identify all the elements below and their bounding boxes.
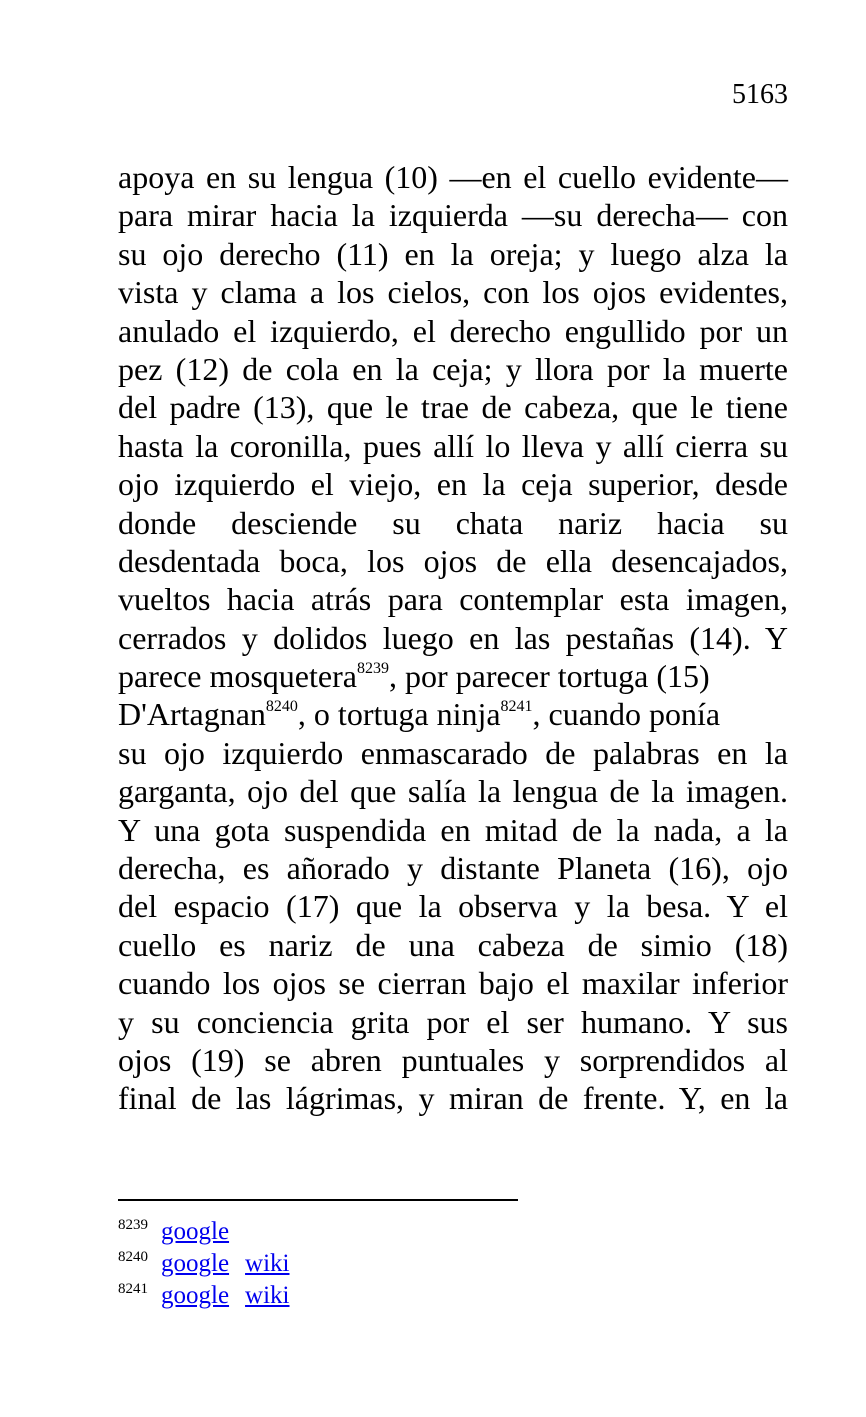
text-line: donde desciende su chata nariz hacia su [118,504,788,541]
text-line: su ojo izquierdo enmascarado de palabras en la [118,734,788,771]
page-number: 5163 [732,79,788,110]
text-line: apoya en su lengua (10) —en el cuello evidente— [118,159,788,195]
text-line: cerrados y dolidos luego en las pestañas (14). Y [118,619,788,656]
google-link[interactable]: google [161,1218,230,1245]
wiki-link[interactable]: wiki [245,1250,290,1277]
footnote-item: 8241 google wiki [118,1281,290,1309]
text-line: desdentada boca, los ojos de ella desencajados, [118,542,788,579]
text-line [118,657,788,695]
text-line: hasta la coronilla, pues allí lo lleva y allí cierra su [118,427,788,464]
text-line: ojo izquierdo el viejo, en la ceja superior, desde [118,466,788,503]
text-run: parece mosquetera [118,658,357,695]
footnote-separator [118,1199,518,1201]
footnotes [118,1216,306,1312]
text-run: , cuando ponía [532,696,721,733]
text-line: y su conciencia grita por el ser humano. Y sus [118,1003,788,1040]
google-link[interactable]: google [161,1250,230,1277]
text-line: del padre (13), que le trae de cabeza, que le tiene [118,389,788,426]
text-run: , o tortuga ninja [297,696,501,733]
text-line: ojos (19) se abren puntuales y sorprendidos al [118,1041,788,1078]
google-link[interactable]: google [161,1282,230,1309]
text-line [118,695,788,733]
text-line: garganta, ojo del que salía la lengua de la imagen. [118,773,788,810]
text-run: , por parecer tortuga (15) [388,658,710,695]
text-line: final de las lágrimas, y miran de frente. Y, en la [118,1080,788,1117]
text-line: su ojo derecho (11) en la oreja; y luego alza la [118,235,788,272]
text-line: para mirar hacia la izquierda —su derecha— con [118,197,788,234]
footnote-item: 8240 google wiki [118,1249,290,1277]
footnote-ref[interactable]: 8239 [356,660,389,678]
footnote-ref[interactable]: 8241 [500,698,533,716]
footnote-item: 8239 google [118,1217,230,1245]
text-line: cuando los ojos se cierran bajo el maxilar inferior [118,965,788,1002]
text-line: vueltos hacia atrás para contemplar esta imagen, [118,581,788,618]
text-line: anulado el izquierdo, el derecho engullido por un [118,312,788,349]
text-run: D'Artagnan [118,696,266,733]
text-line: vista y clama a los cielos, con los ojos evidentes, [118,274,788,311]
body-text [118,158,788,1118]
text-line: derecha, es añorado y distante Planeta (16), ojo [118,850,788,887]
text-line: Y una gota suspendida en mitad de la nada, a la [118,811,788,848]
text-line: del espacio (17) que la observa y la besa. Y el [118,888,788,925]
text-line: cuello es nariz de una cabeza de simio (18) [118,926,788,963]
text-line: pez (12) de cola en la ceja; y llora por la muerte [118,350,788,387]
footnote-ref[interactable]: 8240 [265,698,298,716]
wiki-link[interactable]: wiki [245,1282,290,1309]
